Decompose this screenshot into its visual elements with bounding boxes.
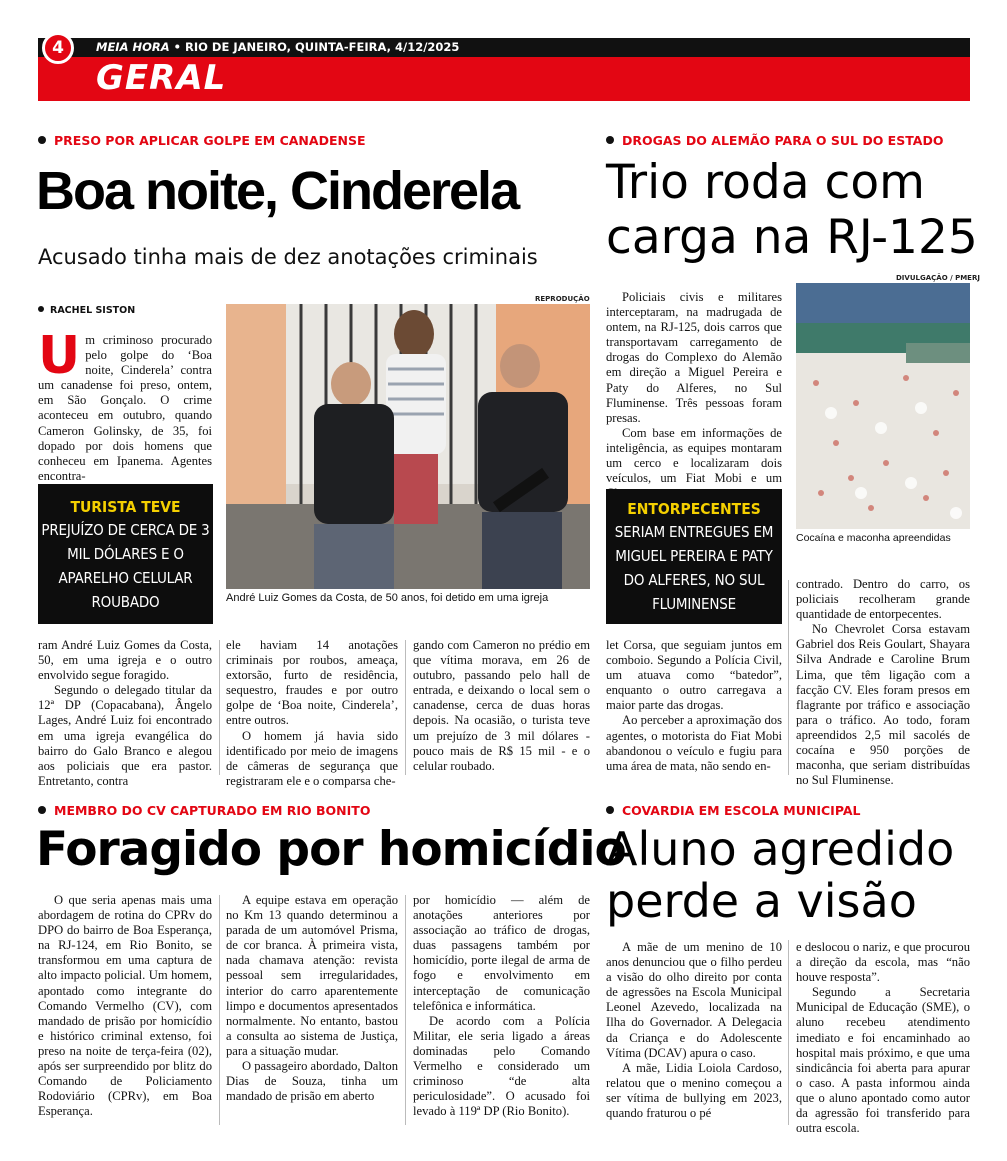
arrest-photo-illustration (226, 304, 590, 589)
story3-col2: A equipe estava em operação no Km 13 quando determinou a parada de um automóvel Prisma, de cor branca. À primeira vista, nada chamava atenção: revista pessoal sem irregularidades, interior do carro aparentemente limpo e documentos apresentados normalmente. No entanto, bastou a consulta ao sistema de Justiça, para a situação mudar. O passageiro abordado, Dalton Dias de Souza, tinha um mandado de prisão em aberto (226, 893, 398, 1104)
story1-photo-caption: André Luiz Gomes da Costa, de 50 anos, foi detido em uma igreja (226, 592, 549, 604)
story4-col1: A mãe de um menino de 10 anos denunciou que o filho perdeu a visão do olho direito por conta de agressões na Escola Municipal Leonel Azevedo, localizada na Ilha do Governador. A Delegacia da Criança e do Adolescente Vítima (DCAV) apura o caso. A mãe, Lidia Loiola Cardoso, relatou que o menino começou a ser vítima de bullying em 2023, quando fraturou o pé (606, 940, 782, 1121)
bullet-icon (38, 136, 46, 144)
column-rule (405, 640, 406, 775)
story1-highlight-box (38, 484, 213, 624)
photo-credit: REPRODUÇÃO (535, 295, 590, 303)
story3-col3: por homicídio — além de anotações anteriores por associação ao tráfico de drogas, duas passagens também por homicídio, porte ilegal de arma de fogo e envolvimento em interceptação de comunicação telefônica e informática. De acordo com a Polícia Militar, ele seria ligado a áreas dominadas pelo Comando Vermelho e considerado um criminoso “de alta periculosidade”. O acusado foi levado à 119ª DP (Rio Bonito). (413, 893, 590, 1119)
story2-col-a: let Corsa, que seguiam juntos em comboio. Segundo a Polícia Civil, um atuava como “batedor”, enquanto o outro carregava a maior parte das drogas. Ao perceber a aproximação dos agentes, o motorista do Fiat Mobi abandonou o veículo e fugiu para uma área de mata, não sendo en- (606, 638, 782, 773)
story2-col-b: contrado. Dentro do carro, os policiais recolheram grande quantidade de entorpecentes. No Chevrolet Corsa estavam Gabriel dos Reis Goulart, Shayara Silva Andrade e Caroline Brum Lima, que têm ligação com a facção CV. Eles foram presos em flagrante por tráfico e associação para o tráfico. Ao todo, foram apreendidos 2,5 mil sacolés de cocaína e 950 porções de maconha, que seriam distribuídas no Sul Fluminense. (796, 577, 970, 788)
dropcap: U (38, 326, 81, 386)
section-title: GERAL (96, 58, 227, 98)
photo-credit: DIVULGAÇÃO / PMERJ (896, 274, 980, 282)
column-rule (219, 895, 220, 1125)
bullet-icon (38, 306, 44, 312)
column-rule (405, 895, 406, 1125)
box-title: TURISTA TEVE (70, 498, 181, 516)
story4-headline: Aluno agredido perde a visão (606, 822, 955, 928)
arrest-photo (226, 304, 590, 589)
box-title: ENTORPECENTES (627, 500, 761, 518)
bullet-icon (606, 806, 614, 814)
story4-kicker: COVARDIA EM ESCOLA MUNICIPAL (606, 803, 860, 818)
story3-headline: Foragido por homicídio (36, 822, 626, 877)
drugs-photo (796, 283, 970, 529)
story3-kicker: MEMBRO DO CV CAPTURADO EM RIO BONITO (38, 803, 370, 818)
story1-headline: Boa noite, Cinderela (36, 161, 519, 221)
story2-photo-caption: Cocaína e maconha apreendidas (796, 532, 951, 544)
dateline (96, 40, 459, 54)
column-rule (788, 940, 789, 1125)
story1-kicker: PRESO POR APLICAR GOLPE EM CANADENSE (38, 133, 365, 148)
story1-col1: ram André Luiz Gomes da Costa, 50, em uma igreja e o outro envolvido segue foragido. Segundo o delegado titular da 12ª DP (Copacabana), Ângelo Lages, André Luiz foi encontrado em uma igreja evangélica do bairro do Galo Branco e alegou aos policiais que era pastor. Entretanto, contra (38, 638, 212, 788)
story1-subhead: Acusado tinha mais de dez anotações criminais (38, 245, 538, 269)
story3-col1: O que seria apenas mais uma abordagem de rotina do CPRv do DPO do bairro de Boa Esperança, na RJ-124, em Rio Bonito, se transformou em uma captura de alto impacto policial. Um homem, apontado como integrante do Comando Vermelho (CV), com mandado de prisão por homicídio e histórico criminal extenso, foi preso na noite de terça-feira (02), após ser surpreendido por blitz do Comando de Policiamento Rodoviário (CPRv), em Boa Esperança. (38, 893, 212, 1119)
newspaper-brand: MEIA HORA (96, 40, 170, 54)
story1-col3: gando com Cameron no prédio em que vítima morava, em 26 de outubro, passando pelo hall de entrada, e deixando o local sem o canadense, cerca de duas horas depois. Na ocasião, o turista teve um prejuízo de 3 mil dólares - pouco mais de R$ 15 mil - e o celular roubado. (413, 638, 590, 773)
story1-lead: Um criminoso procurado pelo golpe do ‘Boa noite, Cinderela’ contra um canadense foi preso, ontem, em São Gonçalo. O crime aconteceu em outubro, quando Cameron Golinsky, de 35, foi dopado por dois homens que conheceu em Ipanema. Agentes encontra- (38, 326, 212, 483)
column-rule (219, 640, 220, 775)
story2-highlight-box (606, 489, 782, 624)
bullet-icon (606, 136, 614, 144)
drugs-photo-illustration (796, 283, 970, 529)
story1-byline: RACHEL SISTON (38, 305, 135, 316)
box-text: SERIAM ENTREGUES EM MIGUEL PEREIRA E PATY DO ALFERES, NO SUL FLUMINENSE (614, 523, 774, 613)
date-text: • RIO DE JANEIRO, QUINTA-FEIRA, 4/12/2025 (173, 40, 460, 54)
story4-col2: e deslocou o nariz, e que procurou a direção da escola, mas “não houve resposta”. Segundo a Secretaria Municipal de Educação (SME), o aluno recebeu atendimento imediato e foi encaminhado ao hospital mais próximo, e que uma sindicância foi aberta para apurar o caso. A pasta informou ainda que o aluno apontado como autor da agressão foi transferido para outra escola. (796, 940, 970, 1136)
story2-col-top: Policiais civis e militares interceptaram, na madrugada de ontem, na RJ-125, dois carros que transportavam carregamento de drogas do Complexo do Alemão em direção a Miguel Pereira e Paty do Alferes, no Sul Fluminense. Três pessoas foram presas. Com base em informações de inteligência, as equipes montaram um cerco e localizaram dois veículos, um Fiat Mobi e um (606, 290, 782, 486)
box-text: PREJUÍZO DE CERCA DE 3 MIL DÓLARES E O APARELHO CELULAR ROUBADO (41, 521, 210, 611)
story2-headline: Trio roda com carga na RJ-125 (606, 155, 978, 266)
page-number: 4 (42, 32, 74, 64)
bullet-icon (38, 806, 46, 814)
story1-col2: ele haviam 14 anotações criminais por roubos, ameaça, extorsão, furto de residência, sequestro, fraudes e por outro golpe de ‘Boa noite, Cinderela’, entre outros. O homem já havia sido identificado por meio de imagens de câmeras de segurança que registraram ele e o comparsa che- (226, 638, 398, 788)
story2-kicker: DROGAS DO ALEMÃO PARA O SUL DO ESTADO (606, 133, 943, 148)
column-rule (788, 580, 789, 775)
